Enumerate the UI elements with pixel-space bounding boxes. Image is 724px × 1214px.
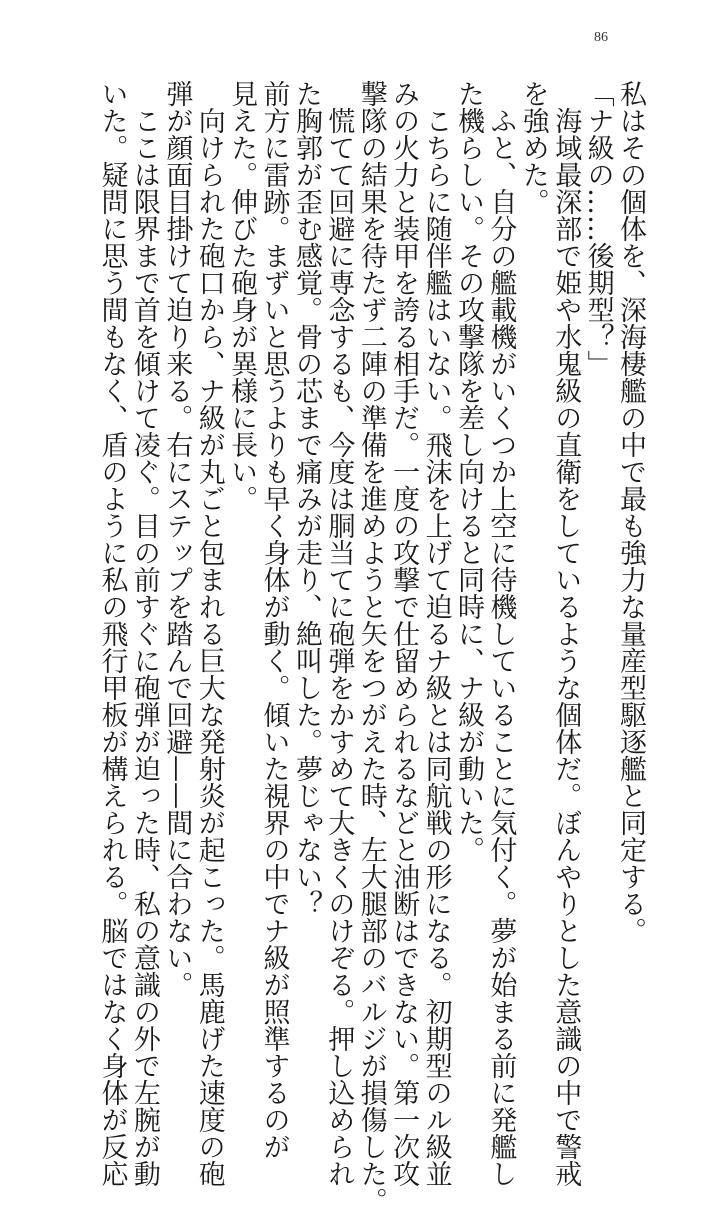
text-line: た胸郭が歪む感覚。骨の芯まで痛みが走り、絶叫した。夢じゃない？ — [290, 80, 322, 917]
text-line: ここは限界まで首を傾けて凌ぐ。目の前すぐに砲弾が迫った時、私の意識の外で左腕が動 — [128, 80, 160, 1187]
text-line: 前方に雷跡。まずいと思うよりも早く身体が動く。傾いた視界の中でナ級が照準するのが — [258, 80, 290, 1160]
text-line: 「ナ級の……後期型？」 — [582, 80, 614, 377]
text-line: 慌てて回避に専念するも、今度は胴当てに砲弾をかすめて大きくのけぞる。押し込められ — [323, 80, 355, 1187]
text-line: みの火力と装甲を誇る相手だ。一度の攻撃で仕留められるなどと油断はできない。第一次攻 — [388, 80, 420, 1187]
text-line: こちらに随伴艦はいない。飛沫を上げて迫るナ級とは同航戦の形になる。初期型のル級並 — [420, 80, 452, 1187]
text-line: 弾が顔面目掛けて迫り来る。右にステップを踏んで回避——間に合わない。 — [161, 80, 193, 998]
text-line: 向けられた砲口から、ナ級が丸ごと包まれる巨大な発射炎が起こった。馬鹿げた速度の砲 — [193, 80, 225, 1187]
page-number: 86 — [594, 30, 608, 45]
text-line: 私はその個体を、深海棲艦の中で最も強力な量産型駆逐艦と同定する。 — [615, 80, 646, 944]
text-line: 海域最深部で姫や水鬼級の直衛をしているような個体だ。ぼんやりとした意識の中で警戒 — [550, 80, 582, 1187]
text-line: 撃隊の結果を待たず二陣の準備を進めようと矢をつがえた時、左大腿部のバルジが損傷した。 — [355, 80, 387, 1214]
text-line: た機らしい。その攻撃隊を差し向けると同時に、ナ級が動いた。 — [452, 80, 484, 863]
text-line: いた。疑問に思う間もなく、盾のように私の飛行甲板が構えられる。脳ではなく身体が反応 — [96, 80, 128, 1187]
text-line: 見えた。伸びた砲身が異様に長い。 — [226, 80, 258, 512]
text-line: を強めた。 — [517, 80, 549, 215]
text-line: ふと、自分の艦載機がいくつか上空に待機していることに気付く。夢が始まる前に発艦し — [485, 80, 517, 1187]
vertical-body-text — [95, 80, 646, 1214]
